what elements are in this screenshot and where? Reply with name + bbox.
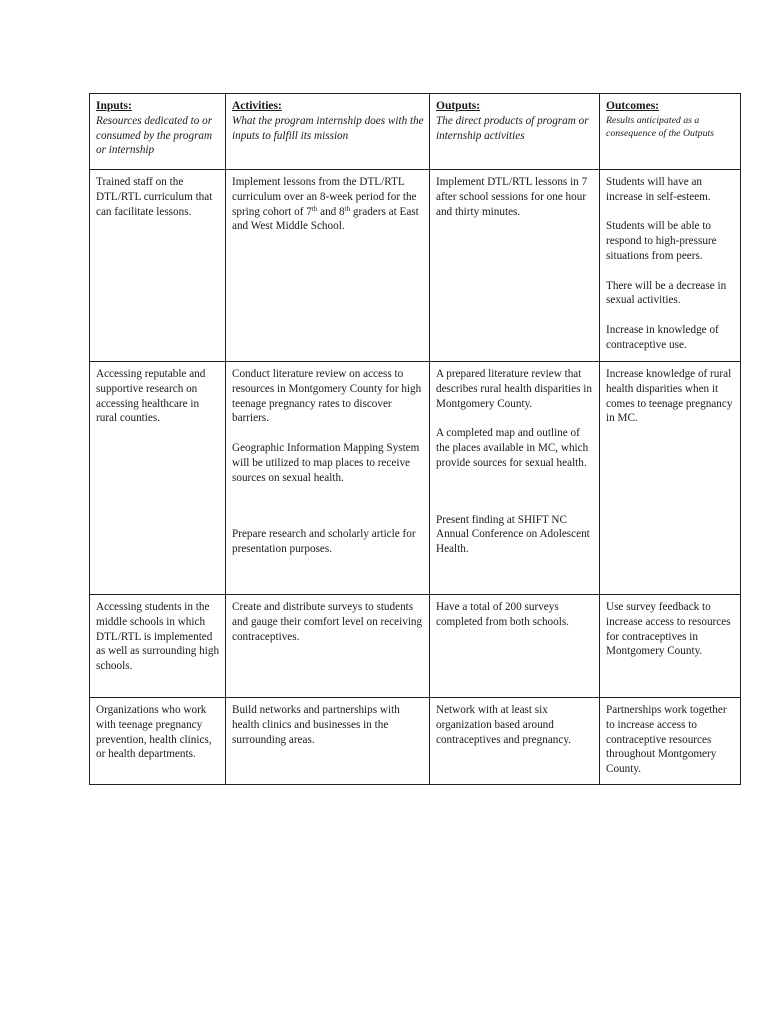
row1-inputs: Trained staff on the DTL/RTL curriculum that can facilitate lessons. xyxy=(90,170,226,362)
row1-activities-sup2: th xyxy=(344,204,351,213)
activities-header-title: Activities: xyxy=(232,100,282,112)
output-item: A completed map and outline of the places available in MC, which provide sources for sexual health. xyxy=(436,427,589,469)
row4-inputs: Organizations who work with teenage pregnancy prevention, health clinics, or health departments. xyxy=(90,698,226,785)
outputs-header-title: Outputs: xyxy=(436,100,481,112)
row2-outputs xyxy=(430,362,600,595)
row3-inputs: Accessing students in the middle schools in which DTL/RTL is implemented as well as surrounding high schools. xyxy=(90,595,226,698)
header-outcomes xyxy=(600,94,741,170)
table-row xyxy=(90,362,741,595)
output-item: A prepared literature review that describes rural health disparities in Montgomery County. xyxy=(436,368,592,410)
outcome-item: There will be a decrease in sexual activities. xyxy=(606,279,727,307)
activities-header-desc: What the program internship does with the inputs to fulfill its mission xyxy=(232,114,424,142)
row1-activities-text-b: and 8 xyxy=(317,205,345,218)
row4-activities: Build networks and partnerships with health clinics and businesses in the surrounding areas. xyxy=(226,698,430,785)
activity-item: Conduct literature review on access to resources in Montgomery County for high teenage pregnancy rates to discover barriers. xyxy=(232,368,422,425)
table-row xyxy=(90,170,741,362)
inputs-header-title: Inputs: xyxy=(96,100,132,112)
table-row xyxy=(90,698,741,785)
outcome-item: Students will be able to respond to high-pressure situations from peers. xyxy=(606,220,717,262)
row1-outputs: Implement DTL/RTL lessons in 7 after school sessions for one hour and thirty minutes. xyxy=(430,170,600,362)
outputs-header-desc: The direct products of program or internship activities xyxy=(436,114,589,142)
outcomes-header-desc: Results anticipated as a consequence of the Outputs xyxy=(606,114,715,140)
inputs-header-desc: Resources dedicated to or consumed by the program or internship xyxy=(96,114,213,157)
outcome-item: Students will have an increase in self-esteem. xyxy=(606,176,711,203)
row1-activities-sup1: th xyxy=(311,204,318,213)
outcomes-header-title: Outcomes: xyxy=(606,100,660,112)
row4-outcomes: Partnerships work together to increase access to contraceptive resources throughout Montgomery County. xyxy=(600,698,741,785)
row2-outcomes: Increase knowledge of rural health disparities when it comes to teenage pregnancy in MC. xyxy=(600,362,741,595)
row1-activities xyxy=(226,170,430,362)
row1-activities-text-c: graders at East and West Middle School. xyxy=(232,205,419,233)
activity-item: Prepare research and scholarly article for presentation purposes. xyxy=(232,528,416,556)
row2-activities xyxy=(226,362,430,595)
output-item: Present finding at SHIFT NC Annual Conference on Adolescent Health. xyxy=(436,513,590,556)
row3-outputs: Have a total of 200 surveys completed from both schools. xyxy=(430,595,600,698)
header-activities xyxy=(226,94,430,170)
row1-outcomes xyxy=(600,170,741,362)
header-outputs xyxy=(430,94,600,170)
row2-inputs: Accessing reputable and supportive research on accessing healthcare in rural counties. xyxy=(90,362,226,595)
row4-outputs: Network with at least six organization based around contraceptives and pregnancy. xyxy=(430,698,600,785)
header-inputs xyxy=(90,94,226,170)
row3-activities: Create and distribute surveys to students and gauge their comfort level on receiving contraceptives. xyxy=(226,595,430,698)
outcome-item: Increase in knowledge of contraceptive use. xyxy=(606,323,719,351)
header-row xyxy=(90,94,741,170)
table-row xyxy=(90,595,741,698)
activity-item: Geographic Information Mapping System will be utilized to map places to receive sources on sexual health. xyxy=(232,441,420,484)
row1-activities-text-a: Implement lessons from the DTL/RTL curriculum over an 8-week period for the spring cohort of 7 xyxy=(232,176,417,218)
logic-model-table xyxy=(89,93,741,785)
row3-outcomes: Use survey feedback to increase access to resources for contraceptives in Montgomery County. xyxy=(600,595,741,698)
